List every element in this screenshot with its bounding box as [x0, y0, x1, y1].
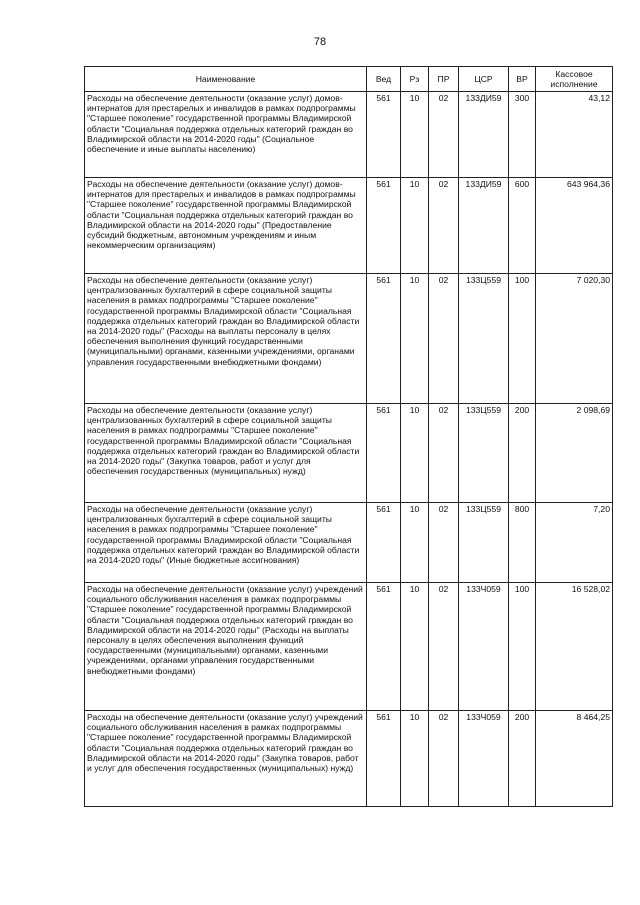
row-ved: 561	[367, 583, 401, 711]
header-name: Наименование	[85, 67, 367, 92]
table-row	[85, 92, 613, 178]
row-csr: 133Ч059	[459, 583, 509, 711]
row-vr: 200	[509, 711, 536, 807]
row-rz: 10	[401, 92, 429, 178]
row-ved: 561	[367, 92, 401, 178]
header-amount: Кассовое исполнение	[536, 67, 613, 92]
row-pr: 02	[429, 503, 459, 583]
row-vr: 300	[509, 92, 536, 178]
row-csr: 133Ц559	[459, 503, 509, 583]
row-csr: 133Ц559	[459, 274, 509, 404]
header-rz: Рз	[401, 67, 429, 92]
row-pr: 02	[429, 583, 459, 711]
table-row	[85, 404, 613, 503]
header-csr: ЦСР	[459, 67, 509, 92]
table-row	[85, 178, 613, 274]
row-vr: 800	[509, 503, 536, 583]
row-pr: 02	[429, 274, 459, 404]
row-csr: 133ДИ59	[459, 178, 509, 274]
table-row	[85, 503, 613, 583]
table-row	[85, 274, 613, 404]
table-row	[85, 711, 613, 807]
header-ved: Вед	[367, 67, 401, 92]
row-amount: 643 964,36	[536, 178, 613, 274]
row-name: Расходы на обеспечение деятельности (оказание услуг) централизованных бухгалтерий в сфере социальной защиты населения в рамках подпрограммы "Старшее поколение" государственной программы Владимирской области "Социальная поддержка отдельных категорий граждан во Владимирской области на 2014-2020 годы" (Иные бюджетные ассигнования)	[85, 503, 367, 583]
page-number: 78	[313, 36, 327, 48]
row-rz: 10	[401, 404, 429, 503]
header-vr: ВР	[509, 67, 536, 92]
header-pr: ПР	[429, 67, 459, 92]
row-csr: 133Ц559	[459, 404, 509, 503]
row-amount: 2 098,69	[536, 404, 613, 503]
row-name: Расходы на обеспечение деятельности (оказание услуг) централизованных бухгалтерий в сфере социальной защиты населения в рамках подпрограммы "Старшее поколение" государственной программы Владимирской области "Социальная поддержка отдельных категорий граждан во Владимирской области на 2014-2020 годы" (Расходы на выплаты персоналу в целях обеспечения выполнения функций государственными (муниципальными) органами, казенными учреждениями, органами управления государственными внебюджетными фондами)	[85, 274, 367, 404]
row-rz: 10	[401, 503, 429, 583]
table-row	[85, 583, 613, 711]
budget-table	[84, 66, 613, 807]
row-name: Расходы на обеспечение деятельности (оказание услуг) централизованных бухгалтерий в сфере социальной защиты населения в рамках подпрограммы "Старшее поколение" государственной программы Владимирской области "Социальная поддержка отдельных категорий граждан во Владимирской области на 2014-2020 годы" (Закупка товаров, работ и услуг для обеспечения государственных (муниципальных) нужд)	[85, 404, 367, 503]
row-vr: 100	[509, 583, 536, 711]
row-ved: 561	[367, 711, 401, 807]
row-name: Расходы на обеспечение деятельности (оказание услуг) учреждений социального обслуживания населения в рамках подпрограммы "Старшее поколение" государственной программы Владимирской области "Социальная поддержка отдельных категорий граждан во Владимирской области на 2014-2020 годы" (Расходы на выплаты персоналу в целях обеспечения выполнения функций государственными (муниципальными) органами, казенными учреждениями, органами управления государственными внебюджетными фондами)	[85, 583, 367, 711]
row-csr: 133Ч059	[459, 711, 509, 807]
row-ved: 561	[367, 503, 401, 583]
row-ved: 561	[367, 274, 401, 404]
row-ved: 561	[367, 404, 401, 503]
row-vr: 200	[509, 404, 536, 503]
row-rz: 10	[401, 274, 429, 404]
row-pr: 02	[429, 404, 459, 503]
row-pr: 02	[429, 178, 459, 274]
row-ved: 561	[367, 178, 401, 274]
row-amount: 7,20	[536, 503, 613, 583]
row-vr: 100	[509, 274, 536, 404]
row-rz: 10	[401, 583, 429, 711]
row-amount: 16 528,02	[536, 583, 613, 711]
row-pr: 02	[429, 711, 459, 807]
row-csr: 133ДИ59	[459, 92, 509, 178]
row-pr: 02	[429, 92, 459, 178]
row-amount: 8 464,25	[536, 711, 613, 807]
row-name: Расходы на обеспечение деятельности (оказание услуг) учреждений социального обслуживания населения в рамках подпрограммы "Старшее поколение" государственной программы Владимирской области "Социальная поддержка отдельных категорий граждан во Владимирской области на 2014-2020 годы" (Закупка товаров, работ и услуг для обеспечения государственных (муниципальных) нужд)	[85, 711, 367, 807]
row-amount: 43,12	[536, 92, 613, 178]
row-name: Расходы на обеспечение деятельности (оказание услуг) домов-интернатов для престарелых и инвалидов в рамках подпрограммы "Старшее поколение" государственной программы Владимирской области "Социальная поддержка отдельных категорий граждан во Владимирской области на 2014-2020 годы" (Предоставление субсидий бюджетным, автономным учреждениям и иным некоммерческим организациям)	[85, 178, 367, 274]
row-rz: 10	[401, 178, 429, 274]
row-amount: 7 020,30	[536, 274, 613, 404]
row-rz: 10	[401, 711, 429, 807]
row-name: Расходы на обеспечение деятельности (оказание услуг) домов-интернатов для престарелых и инвалидов в рамках подпрограммы "Старшее поколение" государственной программы Владимирской области "Социальная поддержка отдельных категорий граждан во Владимирской области на 2014-2020 годы" (Социальное обеспечение и иные выплаты населению)	[85, 92, 367, 178]
table-header-row	[85, 67, 613, 92]
row-vr: 600	[509, 178, 536, 274]
